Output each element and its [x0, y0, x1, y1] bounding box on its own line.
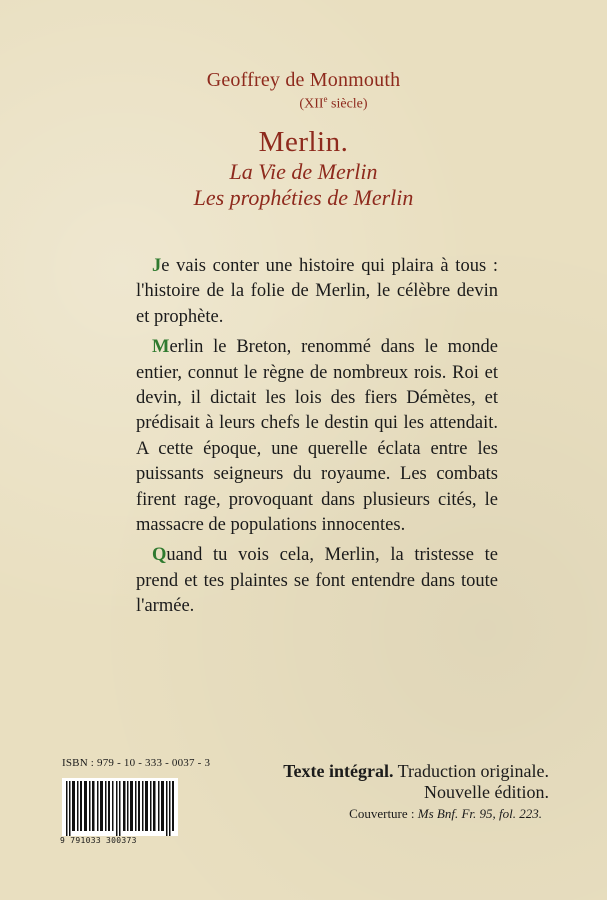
blurb-paragraph: [136, 335, 498, 538]
barcode-icon: [62, 778, 178, 836]
century-superscript: e: [323, 94, 328, 104]
blurb-paragraph: [136, 254, 498, 330]
edition-line1: [249, 761, 549, 782]
initial-letter: M: [152, 337, 170, 358]
blurb-paragraph: [136, 543, 498, 619]
paragraph-text: e vais conter une histoire qui plaira à tous : l'histoire de la folie de Merlin, le célèbre devin et prophète.: [136, 256, 498, 327]
barcode-digits: 9 791033 300373: [60, 836, 137, 845]
blurb-text: [136, 254, 498, 625]
subtitle-vie: La Vie de Merlin: [229, 158, 378, 184]
paragraph-text: erlin le Breton, renommé dans le monde entier, connut le règne de nombreux rois. Roi et devin, il dictait les lois des fiers Démètes, et prédisait à leurs chefs le destin qui les attendait. A cette époque, une querelle éclata entre les puissants seigneurs du royaume. Les combats firent rage, provoquant dans plusieurs cités, le massacre de populations innocentes.: [136, 337, 498, 536]
isbn-number: ISBN : 979 - 10 - 333 - 0037 - 3: [62, 757, 211, 769]
edition-rest: Traduction originale.: [393, 761, 549, 781]
cover-source: Ms Bnf. Fr. 95, fol. 223.: [417, 806, 542, 821]
author-name: Geoffrey de Monmouth: [206, 69, 401, 91]
header-block: [0, 68, 607, 211]
century-suffix: siècle): [327, 96, 368, 112]
initial-letter: J: [152, 256, 162, 276]
cover-label: Couverture :: [349, 806, 418, 821]
book-title: Merlin.: [258, 125, 349, 158]
cover-credit: [222, 806, 542, 822]
initial-letter: Q: [152, 545, 167, 566]
paragraph-text: uand tu vois cela, Merlin, la tristesse te prend et tes plaintes se font entendre dans toute l'armée.: [136, 545, 498, 617]
century-note: [0, 91, 607, 113]
century-prefix: (XII: [299, 96, 324, 112]
edition-note: [249, 761, 549, 803]
edition-bold: Texte intégral.: [283, 761, 394, 781]
subtitle-propheties: Les prophéties de Merlin: [193, 184, 414, 210]
edition-line2: Nouvelle édition.: [424, 782, 549, 802]
